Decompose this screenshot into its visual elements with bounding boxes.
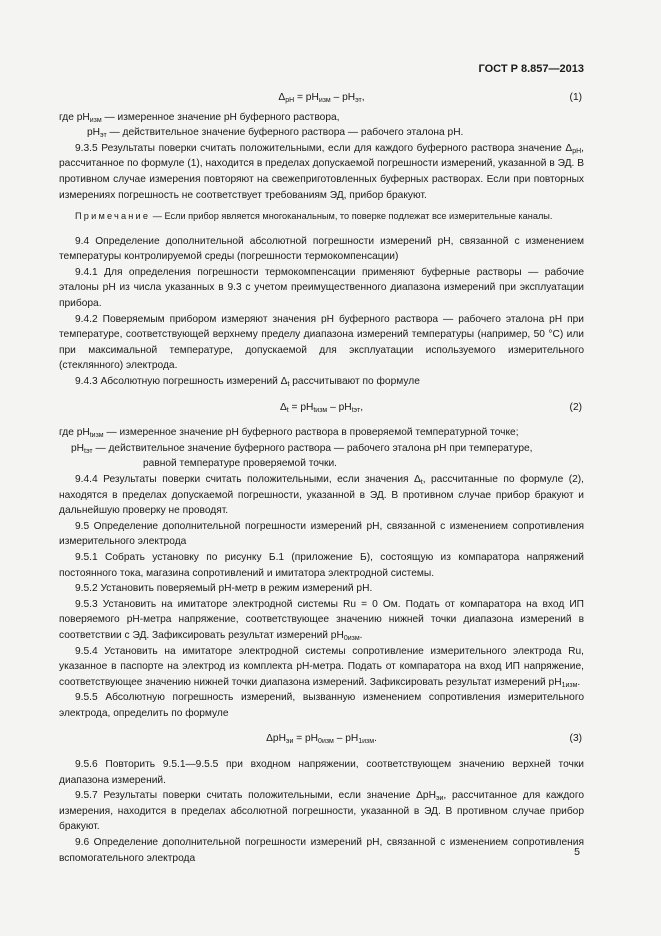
formula-number: (1) [569, 92, 582, 103]
page-number: 5 [574, 846, 580, 858]
paragraph-9-5-4: 9.5.4 Установить на имитаторе электродной системы сопротивление измерительного электрода Ru, указанное в паспорте на электрод из комплекта рН-метра. Подать от компаратора на вход ИП напряжение, соответствующее значению нижней точки диапазона измерений. Зафиксировать результат измерений $рН_{1изм}$. [59, 645, 584, 689]
definition-line: $рН_{tэт}$ — действительное значение буферного раствора — рабочего эталона рН при температуре, [71, 442, 533, 455]
formula-number: (3) [569, 733, 582, 745]
paragraph-9-5-7: 9.5.7 Результаты поверки считать положительными, если значение ΔрН$_{эи}$, рассчитанное для каждого измерения, находится в пределах абсолютной погрешности, указанной в ЭД. В противном случае прибор бракуют. [59, 790, 584, 833]
paragraph-9-5-2: 9.5.2 Установить поверяемый рН-метр в режим измерений рН. [75, 583, 373, 595]
paragraph-9-4-4: 9.4.4 Результаты поверки считать положительными, если значения $\Delta_t$, рассчитанные по формуле (2), находятся в пределах допускаемой погрешности, указанной в ЭД. В противном случае прибор бракуют и дальнейшую проверку не проводят. [59, 473, 584, 517]
definition-line: где $рН_{tизм}$ — измеренное значение рН буферного раствора в проверяемой температурной точке; [59, 427, 519, 440]
paragraph-9-5-3: 9.5.3 Установить на имитаторе электродной системы Ru = 0 Ом. Подать от компаратора на вход ИП поверяемого рН-метра напряжение, соответствующее значению нижней точки диапазона измерений в соответствии с ЭД. Зафиксировать результат измерений $рН_{0изм}$. [59, 598, 584, 642]
paragraph-9-5-6: 9.5.6 Повторить 9.5.1—9.5.5 при входном напряжении, соответствующем значению верхней точки диапазона измерений. [59, 759, 584, 786]
standard-designation: ГОСТ Р 8.857—2013 [478, 63, 584, 75]
paragraph-9-4-3: 9.4.3 Абсолютную погрешность измерений $\Delta_t$ рассчитывают по формуле [75, 376, 420, 388]
paragraph-9-4: 9.4 Определение дополнительной абсолютной погрешности измерений рН, связанной с изменением температуры контролируемой среды (погрешности термокомпенсации) [59, 235, 584, 263]
definition-line: $рН_{эт}$ — действительное значение буферного раствора — рабочего эталона рН. [87, 127, 464, 140]
paragraph-9-6: 9.6 Определение дополнительной погрешности измерений рН, связанной с изменением сопротивления вспомогательного электрода [59, 837, 584, 864]
paragraph-9-5: 9.5 Определение дополнительной погрешности измерений рН, связанной с изменением сопротивления измерительного электрода [59, 520, 584, 548]
page-body [59, 90, 584, 866]
note: Примечание — Если прибор является многоканальным, то поверке подлежат все измерительные каналы. [75, 211, 553, 222]
paragraph-9-5-5: 9.5.5 Абсолютную погрешность измерений, вызванную изменением сопротивления измерительного электрода, определить по формуле [59, 692, 584, 719]
paragraph-9-4-2: 9.4.2 Поверяемым прибором измеряют значения рН буферного раствора — рабочего эталона рН при температуре, соответствующей верхнему пределу диапазона измерений температуры (например, 50 °С) или при максимальной температуре, допускаемой для эксплуатации используемого измерительного (стеклянного) электрода. [59, 313, 584, 372]
paragraph-9-3-5: 9.3.5 Результаты поверки считать положительными, если для каждого буферного раствора значение $\Delta_{рН}$, рассчитанное по формуле (1), находится в пределах допускаемой погрешности измерений, указанной в ЭД. В противном случае измерения повторяют на свежеприготовленных буферных растворах. Если при повторных измерениях погрешность не соответствует требованиям ЭД, прибор бракуют. [59, 142, 584, 201]
paragraph-9-5-1: 9.5.1 Собрать установку по рисунку Б.1 (приложение Б), состоящую из компаратора напряжений постоянного тока, магазина сопротивлений и имитатора электродной системы. [59, 551, 584, 579]
definition-line: где $рН_{изм}$ — измеренное значение рН буферного раствора, [59, 111, 340, 124]
formula-1: $\Delta_{рН} = рН_{изм} - рН_{эт}$, (1) [278, 92, 582, 104]
definition-line: равной температуре проверяемой точки. [143, 458, 338, 470]
formula-2: $\Delta_t = рН_{tизм} - рН_{tэт}$, (2) [279, 401, 582, 414]
formula-3: $\Delta рН_{эи} = рН_{0изм} - рН_{1изм}$. (3) [266, 733, 582, 746]
paragraph-9-4-1: 9.4.1 Для определения погрешности термокомпенсации применяют буферные растворы — рабочие эталоны рН из числа указанных в 9.3 с учетом преимущественного диапазона измерений при эксплуатации прибора. [59, 266, 584, 310]
formula-number: (2) [569, 401, 582, 413]
